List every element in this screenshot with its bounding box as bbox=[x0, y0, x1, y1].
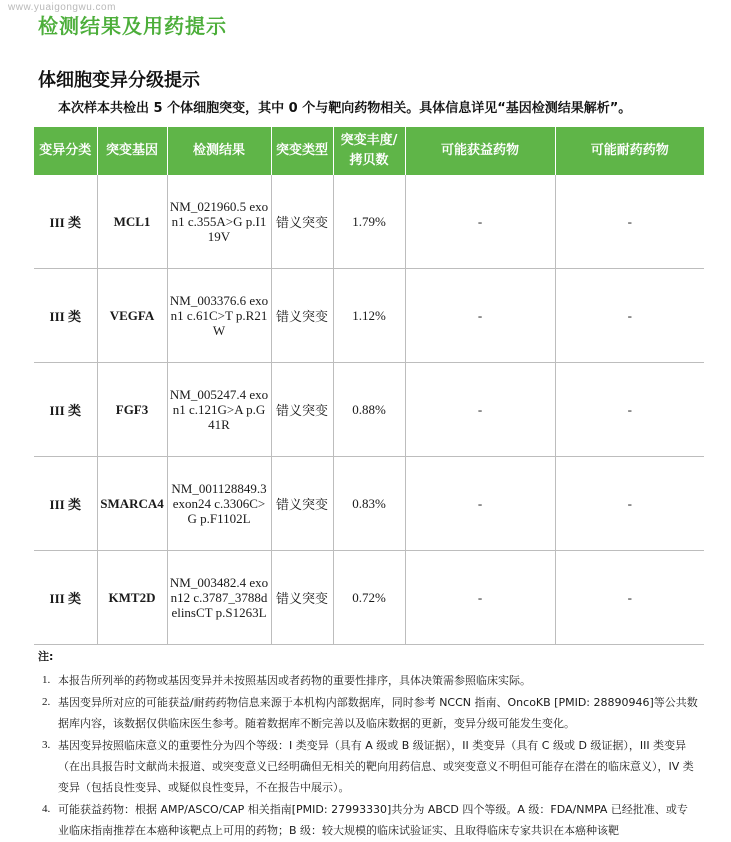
header-resistant-drugs: 可能耐药药物 bbox=[555, 127, 704, 175]
cell-type: 错义突变 bbox=[271, 551, 333, 645]
cell-resistant-drugs: - bbox=[555, 457, 704, 551]
cell-resistant-drugs: - bbox=[555, 551, 704, 645]
note-text: 本报告所列举的药物或基因变异并未按照基因或者药物的重要性排序，具体决策需参照临床实际。 bbox=[58, 674, 531, 687]
header-frequency: 突变丰度/拷贝数 bbox=[333, 127, 405, 175]
cell-frequency: 0.72% bbox=[333, 551, 405, 645]
note-number: 2. bbox=[42, 696, 51, 708]
cell-frequency: 0.83% bbox=[333, 457, 405, 551]
cell-type: 错义突变 bbox=[271, 457, 333, 551]
table-row bbox=[34, 457, 704, 551]
cell-gene: VEGFA bbox=[97, 269, 167, 363]
header-result: 检测结果 bbox=[167, 127, 271, 175]
summary-text: 本次样本共检出 5 个体细胞突变，其中 0 个与靶向药物相关。具体信息详见“基因检测结果解析”。 bbox=[58, 101, 632, 116]
note-text: 基因变异所对应的可能获益/耐药药物信息来源于本机构内部数据库，同时参考 NCCN 指南、OncoKB [PMID: 28890946]等公共数据库内容，该数据仅供临床医生参考。随着数据库不断完善以及临床数据的更新，变异分级可能发生变化。 bbox=[58, 696, 698, 730]
header-mutation-type: 突变类型 bbox=[271, 127, 333, 175]
mutation-table bbox=[34, 127, 704, 645]
section-title: 检测结果及用药提示 bbox=[38, 14, 227, 38]
cell-class: III 类 bbox=[34, 363, 97, 457]
note-number: 1. bbox=[42, 674, 51, 686]
cell-type: 错义突变 bbox=[271, 363, 333, 457]
note-number: 4. bbox=[42, 803, 51, 815]
cell-resistant-drugs: - bbox=[555, 363, 704, 457]
cell-result: NM_003376.6 exon1 c.61C>T p.R21W bbox=[167, 269, 271, 363]
cell-result: NM_003482.4 exon12 c.3787_3788delinsCT p.S1263L bbox=[167, 551, 271, 645]
note-item bbox=[38, 799, 698, 841]
cell-gene: KMT2D bbox=[97, 551, 167, 645]
cell-frequency: 0.88% bbox=[333, 363, 405, 457]
cell-gene: FGF3 bbox=[97, 363, 167, 457]
cell-benefit-drugs: - bbox=[405, 457, 555, 551]
cell-class: III 类 bbox=[34, 269, 97, 363]
cell-gene: SMARCA4 bbox=[97, 457, 167, 551]
cell-type: 错义突变 bbox=[271, 269, 333, 363]
cell-class: III 类 bbox=[34, 457, 97, 551]
cell-benefit-drugs: - bbox=[405, 551, 555, 645]
cell-class: III 类 bbox=[34, 551, 97, 645]
note-text: 基因变异按照临床意义的重要性分为四个等级：I 类变异（具有 A 级或 B 级证据），II 类变异（具有 C 级或 D 级证据），III 类变异（在出具报告时文献尚未报道、或突变意义已经明确但无相关的靶向用药信息、或突变意义不明但可能存在潜在的临床意义），IV 类变异（包括良性变异、或疑似良性变异，不在报告中展示）。 bbox=[58, 739, 694, 794]
table-row bbox=[34, 175, 704, 269]
note-item bbox=[38, 670, 698, 691]
note-item bbox=[38, 692, 698, 734]
cell-benefit-drugs: - bbox=[405, 363, 555, 457]
table-header-row bbox=[34, 127, 704, 175]
cell-result: NM_001128849.3 exon24 c.3306C>G p.F1102L bbox=[167, 457, 271, 551]
cell-resistant-drugs: - bbox=[555, 175, 704, 269]
table-row bbox=[34, 551, 704, 645]
cell-frequency: 1.79% bbox=[333, 175, 405, 269]
cell-benefit-drugs: - bbox=[405, 269, 555, 363]
header-gene: 突变基因 bbox=[97, 127, 167, 175]
header-benefit-drugs: 可能获益药物 bbox=[405, 127, 555, 175]
note-item bbox=[38, 735, 698, 798]
sub-title: 体细胞变异分级提示 bbox=[38, 70, 200, 91]
cell-benefit-drugs: - bbox=[405, 175, 555, 269]
table-row bbox=[34, 269, 704, 363]
notes-title: 注: bbox=[38, 650, 54, 663]
note-text: 可能获益药物：根据 AMP/ASCO/CAP 相关指南[PMID: 27993330]共分为 ABCD 四个等级。A 级：FDA/NMPA 已经批准、或专业临床指南推荐在本癌种该靶点上可用的药物；B 级：较大规模的临床试验证实、且取得临床专家共识在本癌种该靶 bbox=[58, 803, 688, 837]
cell-resistant-drugs: - bbox=[555, 269, 704, 363]
table-row bbox=[34, 363, 704, 457]
note-number: 3. bbox=[42, 739, 51, 751]
cell-type: 错义突变 bbox=[271, 175, 333, 269]
header-variant-class: 变异分类 bbox=[34, 127, 97, 175]
cell-gene: MCL1 bbox=[97, 175, 167, 269]
cell-frequency: 1.12% bbox=[333, 269, 405, 363]
cell-class: III 类 bbox=[34, 175, 97, 269]
cell-result: NM_005247.4 exon1 c.121G>A p.G41R bbox=[167, 363, 271, 457]
cell-result: NM_021960.5 exon1 c.355A>G p.I119V bbox=[167, 175, 271, 269]
watermark: www.yuaigongwu.com bbox=[8, 2, 116, 13]
notes-section bbox=[38, 648, 698, 842]
